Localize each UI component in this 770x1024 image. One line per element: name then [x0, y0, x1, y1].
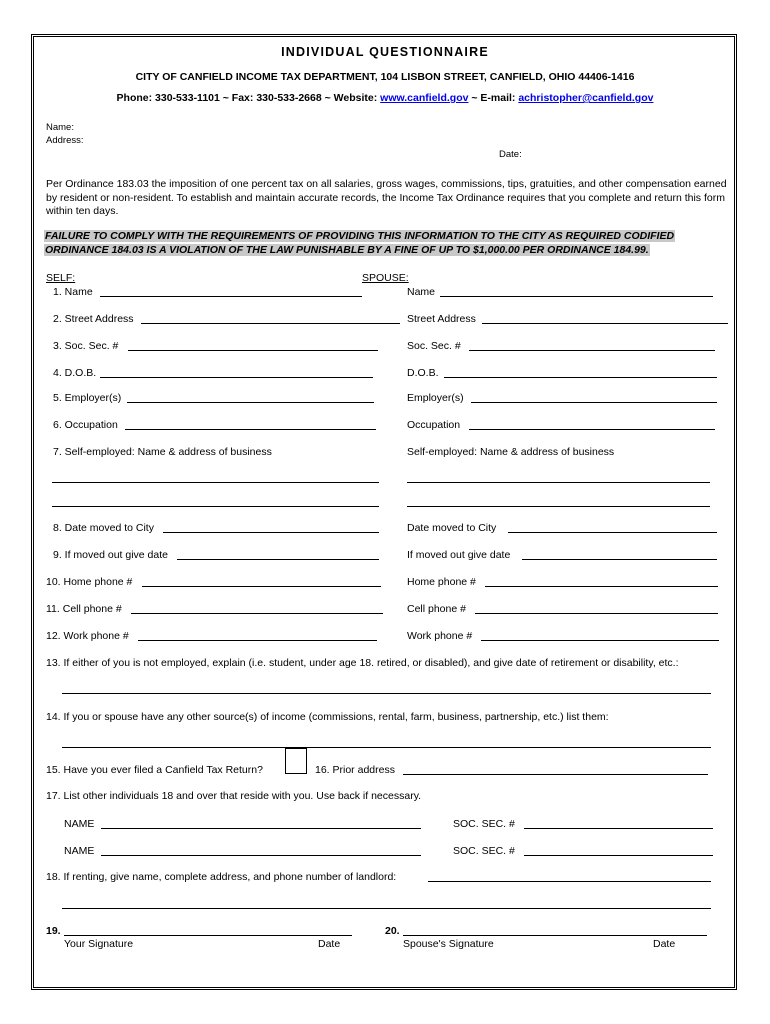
sig-19-number: 19. — [46, 925, 61, 937]
self-business-line-2[interactable] — [52, 506, 379, 507]
self-moved-to-label: 8. Date moved to City — [53, 522, 154, 534]
email-label: ~ E-mail: — [468, 92, 519, 104]
self-name-field[interactable] — [100, 296, 362, 297]
spouse-business-line-2[interactable] — [407, 506, 710, 507]
spouse-name-label: Name — [407, 286, 436, 298]
q17-ssn-label-1: SOC. SEC. # — [453, 818, 515, 830]
spouse-work-phone-field[interactable] — [481, 640, 719, 641]
your-signature-label: Your Signature — [64, 938, 134, 950]
spouse-occupation-label: Occupation — [407, 419, 461, 431]
contact-line — [0, 92, 770, 104]
email-link[interactable]: achristopher@canfield.gov — [518, 92, 654, 104]
self-ssn-field[interactable] — [128, 350, 378, 351]
q17-ssn-label-2: SOC. SEC. # — [453, 845, 515, 857]
question-13: 13. If either of you is not employed, explain (i.e. student, under age 18. retired, or disabled), and give date of retirement or disability, etc.: — [46, 657, 679, 669]
spouse-moved-out-label: If moved out give date — [407, 549, 511, 561]
spouse-dob-field[interactable] — [444, 377, 717, 378]
ordinance-text: Per Ordinance 183.03 the imposition of one percent tax on all salaries, gross wages, commissions, tips, gratuities, and other compensation earned by resident or non-resident. To establish and maintain accurate records, the Income Tax Ordinance requires that you complete and return this form within ten days. — [46, 178, 727, 217]
spouse-date-label: Date — [653, 938, 676, 950]
q17-name-label-2: NAME — [64, 845, 95, 857]
spouse-employer-field[interactable] — [471, 402, 717, 403]
spouse-home-phone-label: Home phone # — [407, 576, 476, 588]
q17-name-label-1: NAME — [64, 818, 95, 830]
spouse-heading: SPOUSE: — [362, 272, 409, 284]
sig-20-number: 20. — [385, 925, 400, 937]
spouse-occupation-field[interactable] — [469, 429, 715, 430]
self-ssn-label: 3. Soc. Sec. # — [53, 340, 119, 352]
self-home-phone-field[interactable] — [142, 586, 381, 587]
self-cell-phone-field[interactable] — [131, 613, 383, 614]
spouse-signature-label: Spouse's Signature — [403, 938, 494, 950]
warning-line-2: ORDINANCE 184.03 IS A VIOLATION OF THE LAW PUNISHABLE BY A FINE OF UP TO $1,000.00 PER ORDINANCE 184.99. — [45, 244, 649, 256]
self-moved-out-label: 9. If moved out give date — [53, 549, 168, 561]
question-16: 16. Prior address — [315, 764, 395, 776]
q16-prior-address-field[interactable] — [403, 774, 708, 775]
q18-landlord-line-2[interactable] — [62, 908, 711, 909]
q17-name-field-1[interactable] — [101, 828, 421, 829]
spouse-selfemp-label: Self-employed: Name & address of business — [407, 446, 615, 458]
q17-ssn-field-1[interactable] — [524, 828, 713, 829]
self-selfemp-label: 7. Self-employed: Name & address of business — [53, 446, 272, 458]
q18-landlord-field[interactable] — [428, 881, 711, 882]
self-work-phone-label: 12. Work phone # — [46, 630, 129, 642]
spouse-ssn-field[interactable] — [469, 350, 715, 351]
department-address: CITY OF CANFIELD INCOME TAX DEPARTMENT, 104 LISBON STREET, CANFIELD, OHIO 44406-1416 — [135, 71, 635, 83]
question-17: 17. List other individuals 18 and over that reside with you. Use back if necessary. — [46, 790, 422, 802]
your-signature-line[interactable] — [64, 935, 352, 936]
self-dob-label: 4. D.O.B. — [53, 367, 97, 379]
date-label: Date: — [499, 149, 522, 160]
spouse-employer-label: Employer(s) — [407, 392, 464, 404]
self-moved-out-field[interactable] — [177, 559, 379, 560]
form-title: INDIVIDUAL QUESTIONNAIRE — [281, 45, 489, 59]
spouse-cell-phone-field[interactable] — [475, 613, 718, 614]
spouse-ssn-label: Soc. Sec. # — [407, 340, 461, 352]
self-business-line-1[interactable] — [52, 482, 379, 483]
self-occupation-label: 6. Occupation — [53, 419, 118, 431]
spouse-work-phone-label: Work phone # — [407, 630, 473, 642]
your-date-label: Date — [318, 938, 341, 950]
spouse-moved-to-field[interactable] — [508, 532, 717, 533]
spouse-signature-line[interactable] — [403, 935, 707, 936]
q17-name-field-2[interactable] — [101, 855, 421, 856]
question-15: 15. Have you ever filed a Canfield Tax Return? — [46, 764, 263, 776]
self-home-phone-label: 10. Home phone # — [46, 576, 133, 588]
question-14: 14. If you or spouse have any other source(s) of income (commissions, rental, farm, business, partnership, etc.) list them: — [46, 711, 609, 723]
spouse-cell-phone-label: Cell phone # — [407, 603, 466, 615]
website-link[interactable]: www.canfield.gov — [380, 92, 469, 104]
spouse-moved-out-field[interactable] — [522, 559, 717, 560]
self-moved-to-field[interactable] — [163, 532, 379, 533]
self-employer-label: 5. Employer(s) — [53, 392, 122, 404]
self-dob-field[interactable] — [100, 377, 373, 378]
phone-fax: Phone: 330-533-1101 ~ Fax: 330-533-2668 ~ Website: — [116, 92, 381, 104]
spouse-home-phone-field[interactable] — [485, 586, 718, 587]
warning-notice — [44, 229, 734, 257]
address-label: Address: — [46, 135, 84, 146]
spouse-street-field[interactable] — [482, 323, 728, 324]
spouse-dob-label: D.O.B. — [407, 367, 439, 379]
warning-line-1: FAILURE TO COMPLY WITH THE REQUIREMENTS OF PROVIDING THIS INFORMATION TO THE CITY AS REQUIRED CODIFIED — [45, 230, 675, 242]
spouse-street-label: Street Address — [407, 313, 476, 325]
self-work-phone-field[interactable] — [138, 640, 377, 641]
self-name-label: 1. Name — [53, 286, 93, 298]
self-employer-field[interactable] — [127, 402, 374, 403]
spouse-name-field[interactable] — [440, 296, 713, 297]
spouse-business-line-1[interactable] — [407, 482, 710, 483]
self-street-label: 2. Street Address — [53, 313, 134, 325]
self-street-field[interactable] — [141, 323, 400, 324]
self-heading: SELF: — [46, 272, 76, 284]
name-label: Name: — [46, 122, 74, 133]
q14-answer-line[interactable] — [62, 747, 711, 748]
q13-answer-line[interactable] — [62, 693, 711, 694]
q17-ssn-field-2[interactable] — [524, 855, 713, 856]
question-18: 18. If renting, give name, complete address, and phone number of landlord: — [46, 871, 397, 883]
spouse-moved-to-label: Date moved to City — [407, 522, 497, 534]
self-occupation-field[interactable] — [125, 429, 376, 430]
q15-checkbox[interactable] — [285, 748, 307, 774]
self-cell-phone-label: 11. Cell phone # — [46, 603, 122, 615]
